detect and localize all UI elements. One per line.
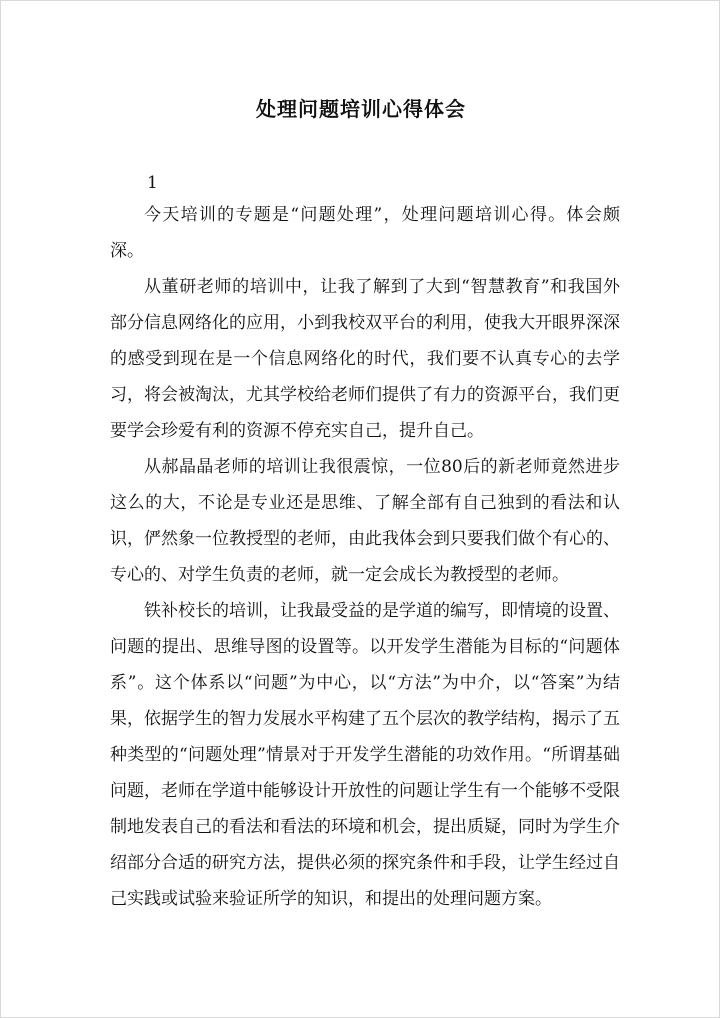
document-body — [110, 197, 620, 917]
section-number: 1 — [147, 173, 158, 193]
paragraph: 今天培训的专题是“问题处理”，处理问题培训心得。体会颇深。 — [110, 205, 620, 261]
paragraph: 从郝晶晶老师的培训让我很震惊，一位80后的新老师竟然进步这么的大，不论是专业还是思维、了解全部有自己独到的看法和认识，俨然象一位教授型的老师，由此我体会到只要我们做个有心的、专心的、对学生负责的老师，就一定会成长为教授型的老师。 — [110, 457, 620, 585]
paragraph: 铁补校长的培训，让我最受益的是学道的编写，即情境的设置、问题的提出、思维导图的设置等。以开发学生潜能为目标的“问题体系”。这个体系以“问题”为中心，以“方法”为中介，以“答案”为结果，依据学生的智力发展水平构建了五个层次的教学结构，揭示了五种类型的“问题处理”情景对于开发学生潜能的功效作用。“所谓基础问题，老师在学道中能够设计开放性的问题让学生有一个能够不受限制地发表自己的看法和看法的环境和机会，提出质疑，同时为学生介绍部分合适的研究方法，提供必须的探究条件和手段，让学生经过自己实践或试验来验证所学的知识，和提出的处理问题方案。 — [110, 601, 620, 909]
document-title: 处理问题培训心得体会 — [256, 97, 466, 121]
paragraph: 从董研老师的培训中，让我了解到了大到“智慧教育”和我国外部分信息网络化的应用，小到我校双平台的利用，使我大开眼界深深的感受到现在是一个信息网络化的时代，我们要不认真专心的去学习，将会被淘汰，尤其学校给老师们提供了有力的资源平台，我们更要学会珍爱有利的资源不停充实自己，提升自己。 — [110, 277, 620, 441]
